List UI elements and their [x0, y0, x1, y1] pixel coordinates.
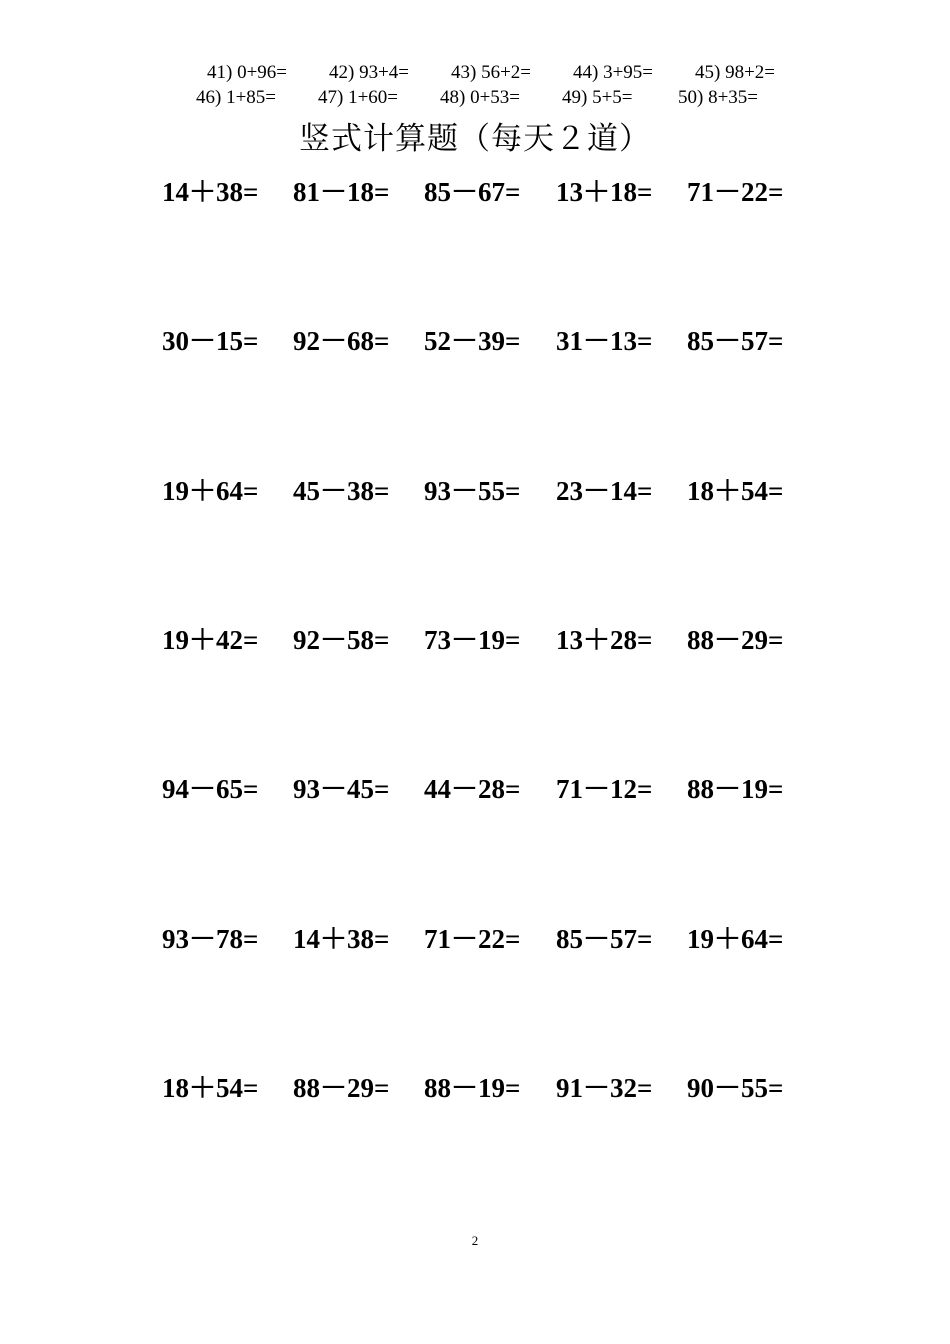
problem: 94－65= [162, 774, 259, 804]
problem: 90－55= [687, 1073, 784, 1103]
problem-row [0, 618, 950, 658]
problem-row [0, 319, 950, 359]
problem-row [0, 917, 950, 957]
problem: 73－19= [424, 625, 521, 655]
problem: 71－22= [424, 924, 521, 954]
problem-row [0, 1066, 950, 1106]
problem: 18＋54= [687, 476, 784, 506]
problem: 93－55= [424, 476, 521, 506]
problem: 93－45= [293, 774, 390, 804]
problem: 18＋54= [162, 1073, 259, 1103]
problem: 92－68= [293, 326, 390, 356]
mental-math-item: 47) 1+60= [318, 87, 399, 108]
mental-math-item: 42) 93+4= [329, 62, 410, 83]
mental-math-item: 46) 1+85= [196, 87, 277, 108]
problem: 19＋64= [687, 924, 784, 954]
mental-math-item: 43) 56+2= [451, 62, 532, 83]
problem: 44－28= [424, 774, 521, 804]
problem: 30－15= [162, 326, 259, 356]
problem-row [0, 767, 950, 807]
problem: 23－14= [556, 476, 653, 506]
problem: 85－57= [687, 326, 784, 356]
mental-math-item: 45) 98+2= [695, 62, 776, 83]
problem: 45－38= [293, 476, 390, 506]
mental-math-item: 41) 0+96= [207, 62, 288, 83]
problem: 71－22= [687, 177, 784, 207]
problem: 71－12= [556, 774, 653, 804]
problem: 93－78= [162, 924, 259, 954]
problem: 88－29= [293, 1073, 390, 1103]
problem-row [0, 469, 950, 509]
problem: 81－18= [293, 177, 390, 207]
mental-math-item: 44) 3+95= [573, 62, 654, 83]
page-title: 竖式计算题（每天２道） [299, 121, 651, 157]
problem: 88－19= [424, 1073, 521, 1103]
mental-math-item: 48) 0+53= [440, 87, 521, 108]
page-number: 2 [471, 1233, 479, 1248]
problem: 13＋28= [556, 625, 653, 655]
problem: 91－32= [556, 1073, 653, 1103]
problem: 85－57= [556, 924, 653, 954]
mental-math-item: 49) 5+5= [562, 87, 633, 108]
problem: 88－29= [687, 625, 784, 655]
mental-math-item: 50) 8+35= [678, 87, 759, 108]
problem-row [0, 170, 950, 210]
problem: 13＋18= [556, 177, 653, 207]
problem: 52－39= [424, 326, 521, 356]
problem: 19＋42= [162, 625, 259, 655]
problem: 14＋38= [162, 177, 259, 207]
problem: 19＋64= [162, 476, 259, 506]
problem: 85－67= [424, 177, 521, 207]
problem: 31－13= [556, 326, 653, 356]
problem: 14＋38= [293, 924, 390, 954]
problem: 88－19= [687, 774, 784, 804]
problem: 92－58= [293, 625, 390, 655]
